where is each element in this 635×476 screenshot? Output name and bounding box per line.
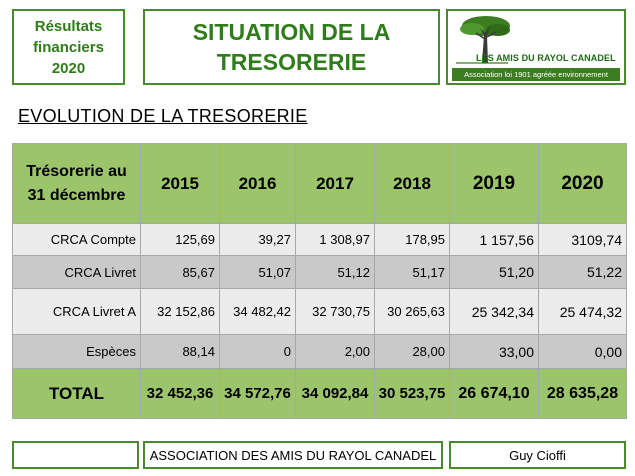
total-label: TOTAL bbox=[13, 369, 141, 419]
table-cell: 51,17 bbox=[375, 256, 450, 289]
year-header: 2017 bbox=[296, 144, 375, 224]
table-cell: 28,00 bbox=[375, 335, 450, 369]
results-line-1: Résultats bbox=[34, 17, 103, 35]
total-cell: 34 092,84 bbox=[296, 369, 375, 419]
total-cell: 26 674,10 bbox=[450, 369, 539, 419]
row-label: CRCA Compte bbox=[13, 224, 141, 256]
table-cell: 51,22 bbox=[539, 256, 627, 289]
header-label-line-1: Trésorerie au bbox=[26, 162, 127, 180]
association-logo bbox=[446, 9, 626, 85]
table-cell: 178,95 bbox=[375, 224, 450, 256]
logo-subtitle: Association loi 1901 agréée environnement bbox=[452, 68, 620, 81]
page-title-line-1: SITUATION DE LA bbox=[192, 19, 391, 45]
results-box bbox=[12, 9, 125, 85]
row-label: CRCA Livret bbox=[13, 256, 141, 289]
year-header: 2015 bbox=[141, 144, 220, 224]
table-cell: 33,00 bbox=[450, 335, 539, 369]
table-cell: 88,14 bbox=[141, 335, 220, 369]
table-cell: 85,67 bbox=[141, 256, 220, 289]
table-cell: 51,20 bbox=[450, 256, 539, 289]
total-cell: 34 572,76 bbox=[220, 369, 296, 419]
row-label: CRCA Livret A bbox=[13, 289, 141, 335]
total-cell: 30 523,75 bbox=[375, 369, 450, 419]
header-label-line-2: 31 décembre bbox=[27, 186, 126, 204]
footer-left-box bbox=[12, 441, 139, 469]
footer-author: Guy Cioffi bbox=[449, 441, 626, 469]
year-header: 2018 bbox=[375, 144, 450, 224]
table-cell: 25 474,32 bbox=[539, 289, 627, 335]
table-header-row bbox=[13, 144, 627, 224]
year-header: 2019 bbox=[450, 144, 539, 224]
treasury-table bbox=[12, 143, 627, 419]
row-label: Espèces bbox=[13, 335, 141, 369]
table-cell: 32 152,86 bbox=[141, 289, 220, 335]
table-cell: 30 265,63 bbox=[375, 289, 450, 335]
table-cell: 51,12 bbox=[296, 256, 375, 289]
total-cell: 28 635,28 bbox=[539, 369, 627, 419]
logo-name: LES AMIS DU RAYOL CANADEL bbox=[476, 53, 616, 63]
table-row bbox=[13, 289, 627, 335]
year-header: 2020 bbox=[539, 144, 627, 224]
total-row bbox=[13, 369, 627, 419]
header-label-cell bbox=[13, 144, 141, 224]
table-cell: 1 157,56 bbox=[450, 224, 539, 256]
table-row bbox=[13, 224, 627, 256]
table-cell: 39,27 bbox=[220, 224, 296, 256]
page-title-line-2: TRESORERIE bbox=[216, 49, 367, 75]
results-line-3: 2020 bbox=[51, 59, 86, 77]
section-title: EVOLUTION DE LA TRESORERIE bbox=[18, 106, 308, 126]
table-cell: 34 482,42 bbox=[220, 289, 296, 335]
table-row bbox=[13, 335, 627, 369]
year-header: 2016 bbox=[220, 144, 296, 224]
table-cell: 0 bbox=[220, 335, 296, 369]
table-cell: 25 342,34 bbox=[450, 289, 539, 335]
table-cell: 2,00 bbox=[296, 335, 375, 369]
table-cell: 0,00 bbox=[539, 335, 627, 369]
table-row bbox=[13, 256, 627, 289]
table-cell: 3109,74 bbox=[539, 224, 627, 256]
results-line-2: financiers bbox=[33, 38, 104, 56]
table-cell: 1 308,97 bbox=[296, 224, 375, 256]
table-cell: 51,07 bbox=[220, 256, 296, 289]
page-title-box bbox=[143, 9, 440, 85]
table-cell: 125,69 bbox=[141, 224, 220, 256]
footer-association-name: ASSOCIATION DES AMIS DU RAYOL CANADEL bbox=[143, 441, 443, 469]
total-cell: 32 452,36 bbox=[141, 369, 220, 419]
table-cell: 32 730,75 bbox=[296, 289, 375, 335]
